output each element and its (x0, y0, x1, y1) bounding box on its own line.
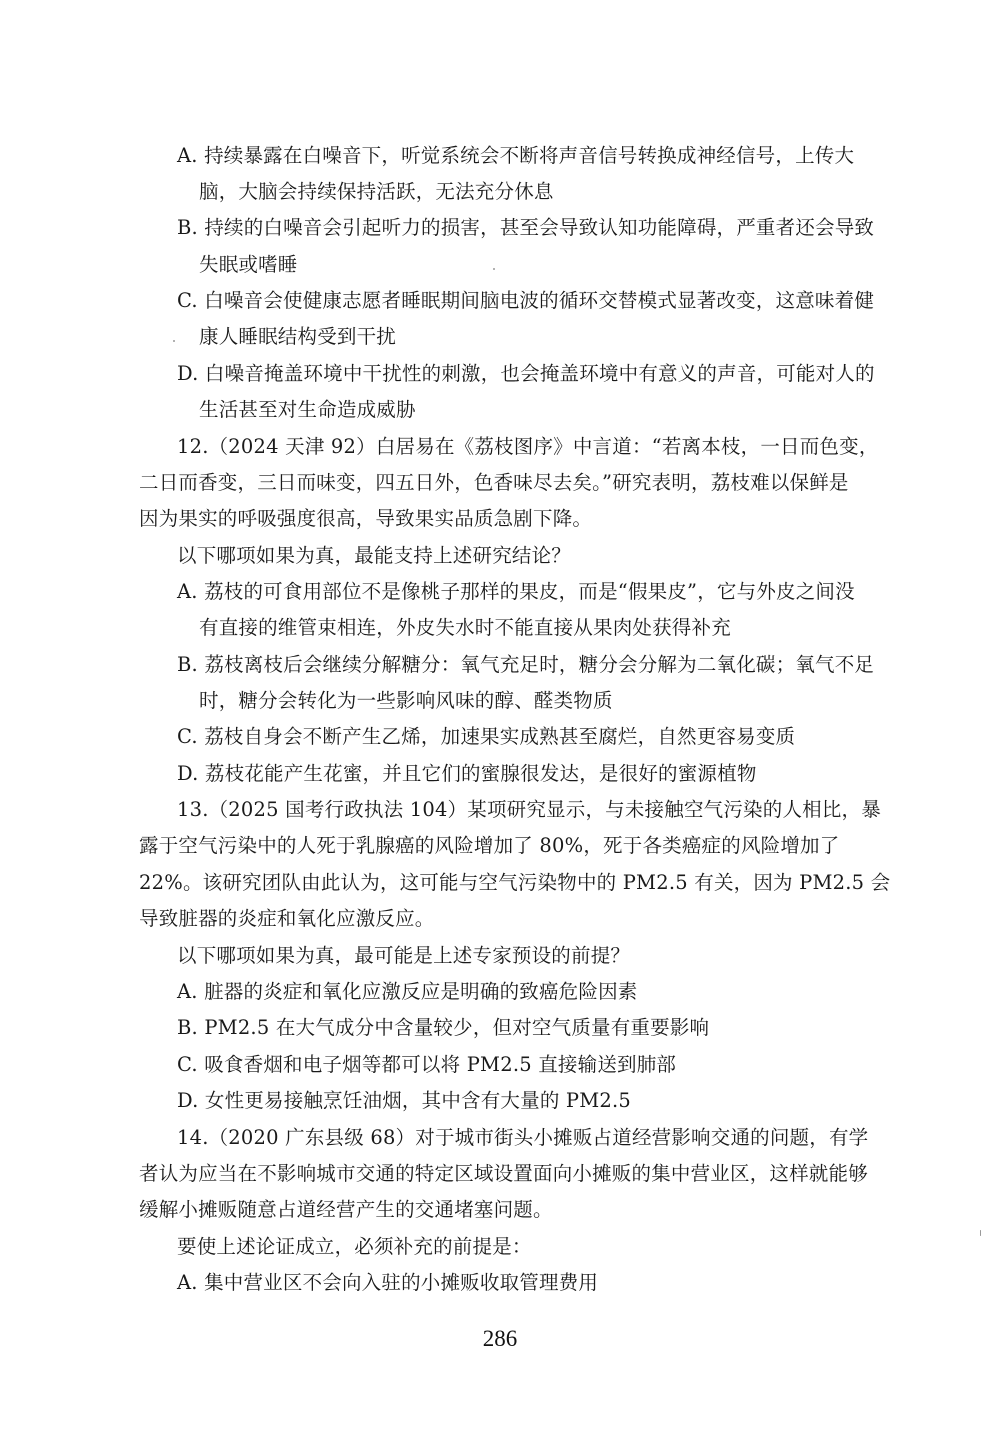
q12-question: 以下哪项如果为真，最能支持上述研究结论？ (177, 544, 572, 567)
q14-stem-line: 者认为应当在不影响城市交通的特定区域设置面向小摊贩的集中营业区，这样就能够 (139, 1162, 868, 1185)
q12-option-d: D. 荔枝花能产生花蜜，并且它们的蜜腺很发达，是很好的蜜源植物 (177, 762, 757, 785)
scan-speck (493, 268, 495, 270)
q11-option-a-line2: 脑，大脑会持续保持活跃，无法充分休息 (199, 180, 554, 203)
q11-option-c-line2: 康人睡眠结构受到干扰 (199, 325, 397, 348)
scan-speck (173, 340, 175, 342)
q13-option-a: A. 脏器的炎症和氧化应激反应是明确的致癌危险因素 (177, 980, 638, 1003)
q12-option-a-line2: 有直接的维管束相连，外皮失水时不能直接从果肉处获得补充 (199, 616, 731, 639)
q13-stem-line: 露于空气污染中的人死于乳腺癌的风险增加了 80%，死于各类癌症的风险增加了 (139, 834, 840, 857)
q11-option-b-line2: 失眠或嗜睡 (199, 253, 298, 276)
q12-option-a-line1: A. 荔枝的可食用部位不是像桃子那样的果皮，而是“假果皮”，它与外皮之间没 (177, 580, 855, 603)
q12-stem-line: 因为果实的呼吸强度很高，导致果实品质急剧下降。 (139, 507, 593, 530)
page-number: 286 (482, 1326, 518, 1351)
q12-option-b-line2: 时，糖分会转化为一些影响风味的醇、醛类物质 (199, 689, 613, 712)
q13-option-d: D. 女性更易接触烹饪油烟，其中含有大量的 PM2.5 (177, 1089, 632, 1112)
q13-stem-line: 13.（2025 国考行政执法 104）某项研究显示，与未接触空气污染的人相比，暴 (177, 798, 881, 821)
q14-stem-line: 缓解小摊贩随意占道经营产生的交通堵塞问题。 (139, 1198, 553, 1221)
q13-option-c: C. 吸食香烟和电子烟等都可以将 PM2.5 直接输送到肺部 (177, 1053, 677, 1076)
q12-option-b-line1: B. 荔枝离枝后会继续分解糖分：氧气充足时，糖分会分解为二氧化碳；氧气不足 (177, 653, 875, 676)
q11-option-b-line1: B. 持续的白噪音会引起听力的损害，甚至会导致认知功能障碍，严重者还会导致 (177, 216, 875, 239)
q12-stem-line: 12.（2024 天津 92）白居易在《荔枝图序》中言道：“若离本枝，一日而色变， (177, 435, 879, 458)
q13-stem-line: 导致脏器的炎症和氧化应激反应。 (139, 907, 435, 930)
q13-option-b: B. PM2.5 在大气成分中含量较少，但对空气质量有重要影响 (177, 1016, 710, 1039)
q12-option-c: C. 荔枝自身会不断产生乙烯，加速果实成熟甚至腐烂，自然更容易变质 (177, 725, 796, 748)
q12-stem-line: 二日而香变，三日而味变，四五日外，色香味尽去矣。”研究表明，荔枝难以保鲜是 (139, 471, 849, 494)
q14-question: 要使上述论证成立，必须补充的前提是： (177, 1235, 532, 1258)
q11-option-a-line1: A. 持续暴露在白噪音下，听觉系统会不断将声音信号转换成神经信号，上传大 (177, 144, 855, 167)
q14-stem-line: 14.（2020 广东县级 68）对于城市街头小摊贩占道经营影响交通的问题，有学 (177, 1126, 869, 1149)
scan-speck (980, 1230, 981, 1236)
q14-option-a: A. 集中营业区不会向入驻的小摊贩收取管理费用 (177, 1271, 599, 1294)
q11-option-c-line1: C. 白噪音会使健康志愿者睡眠期间脑电波的循环交替模式显著改变，这意味着健 (177, 289, 875, 312)
q13-stem-line: 22%。该研究团队由此认为，这可能与空气污染物中的 PM2.5 有关，因为 PM2.5 会 (139, 871, 891, 894)
q11-option-d-line2: 生活甚至对生命造成威胁 (199, 398, 416, 421)
q13-question: 以下哪项如果为真，最可能是上述专家预设的前提？ (177, 944, 631, 967)
q11-option-d-line1: D. 白噪音掩盖环境中干扰性的刺激，也会掩盖环境中有意义的声音，可能对人的 (177, 362, 875, 385)
